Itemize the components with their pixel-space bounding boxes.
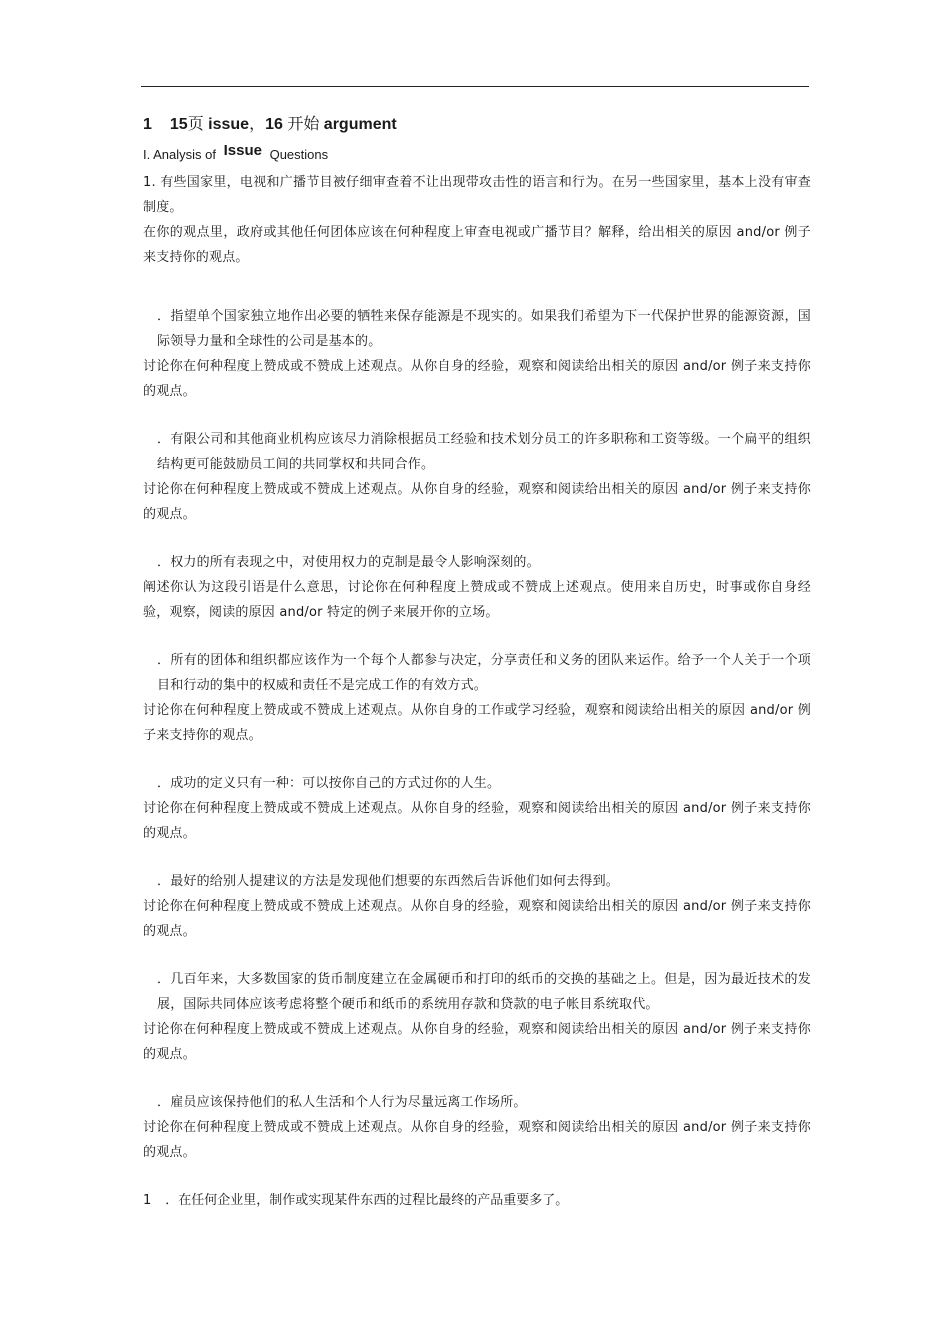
issue-prompt: 讨论你在何种程度上赞成或不赞成上述观点。从你自身的经验，观察和阅读给出相关的原因 and/or 例子来支持你的观点。 <box>143 359 811 399</box>
issue-prompt: 讨论你在何种程度上赞成或不赞成上述观点。从你自身的经验，观察和阅读给出相关的原因 and/or 例子来支持你的观点。 <box>143 1022 811 1062</box>
issue-item <box>143 869 811 944</box>
issue-item-last <box>143 1188 811 1213</box>
last-item-number: 1 <box>143 1193 152 1208</box>
heading-page-num-2: 16 <box>265 116 283 133</box>
issue-statement: ．最好的给别人提建议的方法是发现他们想要的东西然后告诉他们如何去得到。 <box>157 874 620 889</box>
heading-text-3: 开始 <box>282 116 324 133</box>
heading-number: 1 <box>143 116 152 133</box>
issue-statement: ．有限公司和其他商业机构应该尽力消除根据员工经验和技术划分员工的许多职称和工资等级。一个扁平的组织结构更可能鼓励员工间的共同掌权和共同合作。 <box>157 432 811 472</box>
issue-item <box>143 550 811 625</box>
issue-prompt: 在你的观点里，政府或其他任何团体应该在何种程度上审查电视或广播节目？解释，给出相关的原因 and/or 例子来支持你的观点。 <box>143 225 811 265</box>
issue-prompt: 讨论你在何种程度上赞成或不赞成上述观点。从你自身的经验，观察和阅读给出相关的原因 and/or 例子来支持你的观点。 <box>143 1120 811 1160</box>
issue-prompt: 讨论你在何种程度上赞成或不赞成上述观点。从你自身的工作或学习经验，观察和阅读给出相关的原因 and/or 例子来支持你的观点。 <box>143 703 811 743</box>
issue-statement: ．所有的团体和组织都应该作为一个每个人都参与决定，分享责任和义务的团队来运作。给予一个人关于一个项目和行动的集中的权威和责任不是完成工作的有效方式。 <box>157 653 811 693</box>
issue-item <box>143 1090 811 1165</box>
document-body <box>143 112 811 1213</box>
section-issue-word: Issue <box>223 142 262 159</box>
heading-argument: argument <box>323 116 397 133</box>
issue-item <box>143 771 811 846</box>
issue-statement: ．指望单个国家独立地作出必要的牺牲来保存能源是不现实的。如果我们希望为下一代保护世界的能源资源，国际领导力量和全球性的公司是基本的。 <box>157 309 811 349</box>
issue-prompt: 讨论你在何种程度上赞成或不赞成上述观点。从你自身的经验，观察和阅读给出相关的原因 and/or 例子来支持你的观点。 <box>143 482 811 522</box>
page-heading <box>143 112 811 138</box>
header-rule <box>141 86 809 87</box>
issue-item <box>143 170 811 270</box>
issue-statement: ．成功的定义只有一种：可以按你自己的方式过你的人生。 <box>157 776 501 791</box>
issue-item <box>143 304 811 404</box>
issue-item <box>143 967 811 1067</box>
issue-statement: ．权力的所有表现之中，对使用权力的克制是最令人影响深刻的。 <box>157 555 540 570</box>
issue-statement: 1. 有些国家里，电视和广播节目被仔细审查着不让出现带攻击性的语言和行为。在另一些国家里，基本上没有审查制度。 <box>143 175 811 215</box>
issue-prompt: 讨论你在何种程度上赞成或不赞成上述观点。从你自身的经验，观察和阅读给出相关的原因 and/or 例子来支持你的观点。 <box>143 899 811 939</box>
issue-prompt: 讨论你在何种程度上赞成或不赞成上述观点。从你自身的经验，观察和阅读给出相关的原因 and/or 例子来支持你的观点。 <box>143 801 811 841</box>
heading-text-2: ， <box>249 116 266 133</box>
heading-page-num: 15 <box>169 116 188 133</box>
last-item-statement: ．在任何企业里，制作或实现某件东西的过程比最终的产品重要多了。 <box>165 1193 569 1208</box>
section-suffix: Questions <box>269 147 329 162</box>
issue-item <box>143 648 811 748</box>
issue-statement: ．雇员应该保持他们的私人生活和个人行为尽量远离工作场所。 <box>157 1095 527 1110</box>
section-heading <box>143 144 811 166</box>
section-prefix: I. Analysis of <box>143 147 216 162</box>
heading-issue: issue <box>208 116 250 133</box>
heading-text-1: 页 <box>187 116 209 133</box>
issue-item <box>143 427 811 527</box>
issue-prompt: 阐述你认为这段引语是什么意思，讨论你在何种程度上赞成或不赞成上述观点。使用来自历史，时事或你自身经验，观察，阅读的原因 and/or 特定的例子来展开你的立场。 <box>143 580 811 620</box>
issue-statement: ．几百年来，大多数国家的货币制度建立在金属硬币和打印的纸币的交换的基础之上。但是，因为最近技术的发展，国际共同体应该考虑将整个硬币和纸币的系统用存款和贷款的电子帐目系统取代。 <box>157 972 811 1012</box>
